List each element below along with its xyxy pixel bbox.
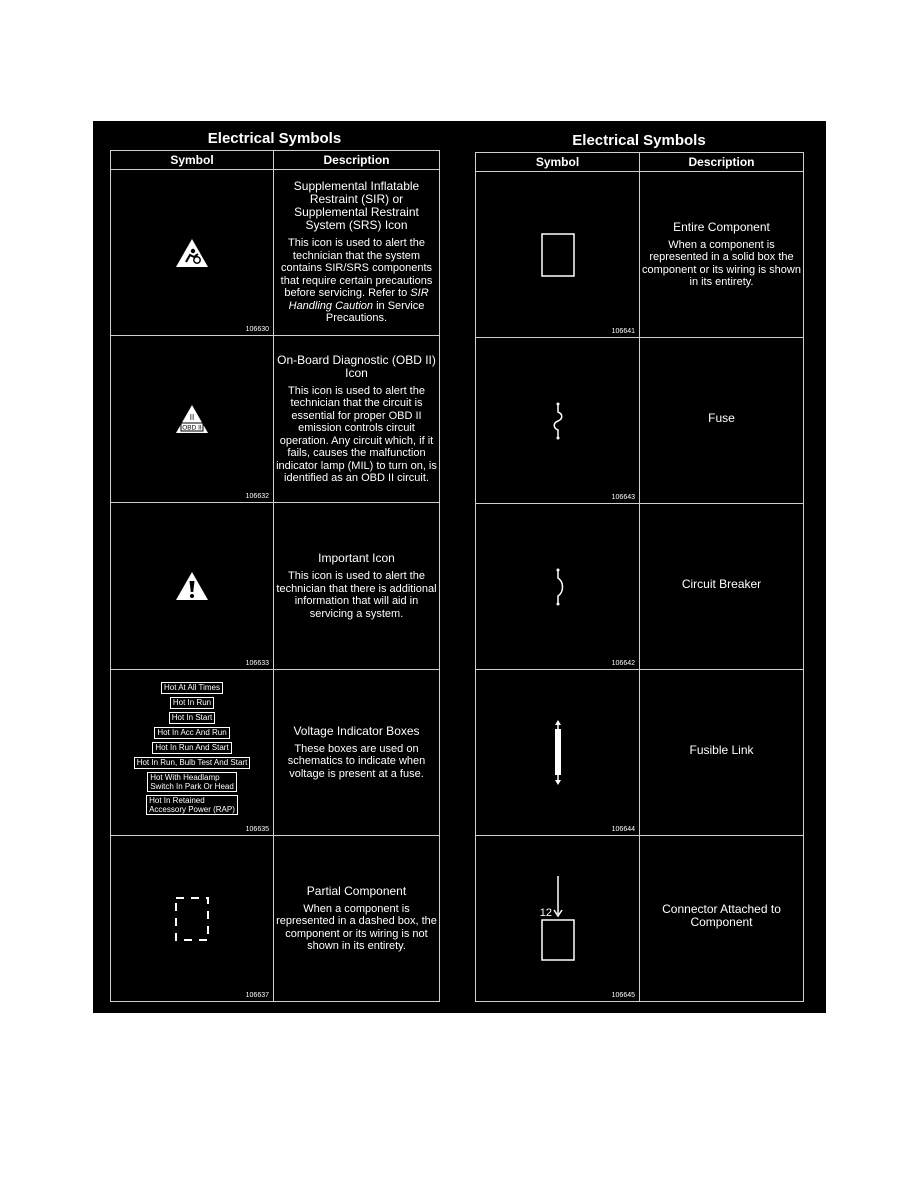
voltage-box: Hot In Acc And Run <box>154 727 229 739</box>
description-title: Voltage Indicator Boxes <box>293 723 420 738</box>
figure-number: 106637 <box>245 992 269 999</box>
figure-number: 106643 <box>611 494 635 501</box>
table-row <box>111 503 440 670</box>
voltage-box: Hot In Run And Start <box>152 742 231 754</box>
voltage-box: Hot In Retained Accessory Power (RAP) <box>146 795 238 815</box>
description-body: This icon is used to alert the technician that the system contains SIR/SRS components that require certain precautions before servicing. Refer to <box>280 237 433 300</box>
figure-number: 106633 <box>245 660 269 667</box>
voltage-box: Hot In Run <box>170 697 214 709</box>
description-body: When a component is represented in a dashed box, the component or its wiring is not shown in its entirety. <box>276 902 437 952</box>
description-title: Partial Component <box>306 883 407 898</box>
voltage-box: Hot At All Times <box>161 682 223 694</box>
figure-number: 106632 <box>245 493 269 500</box>
left-symbols-table <box>110 130 439 1000</box>
description-title: Supplemental Inflatable Restraint (SIR) or Supplemental Restraint System (SRS) Icon <box>293 179 420 233</box>
description-tail: in Service Precautions. <box>325 299 425 325</box>
symbols-sheet <box>93 121 826 1013</box>
connector-pin-label: 12 <box>539 906 552 919</box>
sir-handling-caution-link[interactable]: SIR Handling Caution <box>288 287 429 312</box>
obd-ii-triangle-icon <box>175 404 209 434</box>
dashed-box-icon <box>172 894 212 944</box>
description-title: Important Icon <box>318 551 395 565</box>
description-title: Connector Attached to Component <box>662 902 781 929</box>
voltage-box: Hot In Start <box>169 712 215 724</box>
table-row <box>111 170 440 336</box>
description-title: Fuse <box>708 410 735 425</box>
figure-number: 106630 <box>245 326 269 333</box>
figure-number: 106645 <box>611 992 635 999</box>
table-row <box>111 670 440 836</box>
figure-number: 106642 <box>611 660 635 667</box>
table-row <box>111 336 440 503</box>
obd-triangle-top-label: II <box>189 413 195 422</box>
figure-number: 106644 <box>611 826 635 833</box>
right-table-title: Electrical Symbols <box>572 132 706 149</box>
obd-triangle-bottom-label: OBD II <box>182 424 202 432</box>
description-body: When a component is represented in a solid box the component or its wiring is shown in its entirety. <box>642 238 801 288</box>
fuse-icon <box>550 402 566 440</box>
connector-component-icon <box>532 874 584 964</box>
voltage-indicator-boxes <box>111 670 273 835</box>
table-row <box>476 504 804 670</box>
col-header-symbol: Symbol <box>111 151 274 170</box>
table-row <box>476 172 804 338</box>
description-body: This icon is used to alert the technician that there is additional information that will aid in servicing a system. <box>276 570 437 620</box>
col-header-description: Description <box>274 151 440 170</box>
description-title: Fusible Link <box>689 742 754 757</box>
sir-warning-triangle-icon <box>175 238 209 268</box>
table-row <box>111 836 440 1002</box>
description-body: This icon is used to alert the technician that the circuit is essential for proper OBD II emission controls circuit operation. Any circuit which, if it fails, causes the malfunction indicator lamp (MIL) to turn on, is identified as an OBD II circuit. <box>276 384 437 484</box>
voltage-box: Hot With Headlamp Switch In Park Or Head <box>147 772 237 792</box>
description-title: Circuit Breaker <box>681 576 762 591</box>
right-symbols-table <box>475 132 803 1000</box>
circuit-breaker-icon <box>550 568 566 606</box>
figure-number: 106635 <box>245 826 269 833</box>
col-header-description: Description <box>640 153 804 172</box>
table-row <box>476 338 804 504</box>
important-exclamation-triangle-icon <box>175 571 209 601</box>
left-table-title: Electrical Symbols <box>207 130 342 147</box>
voltage-box: Hot In Run, Bulb Test And Start <box>134 757 251 769</box>
table-row <box>476 836 804 1002</box>
figure-number: 106641 <box>611 328 635 335</box>
table-row <box>476 670 804 836</box>
description-title: On-Board Diagnostic (OBD II) Icon <box>277 352 436 380</box>
solid-box-icon <box>540 232 576 278</box>
description-title: Entire Component <box>673 219 770 234</box>
fusible-link-icon <box>552 720 564 786</box>
col-header-symbol: Symbol <box>476 153 640 172</box>
description-body: These boxes are used on schematics to indicate when voltage is present at a fuse. <box>287 742 426 780</box>
